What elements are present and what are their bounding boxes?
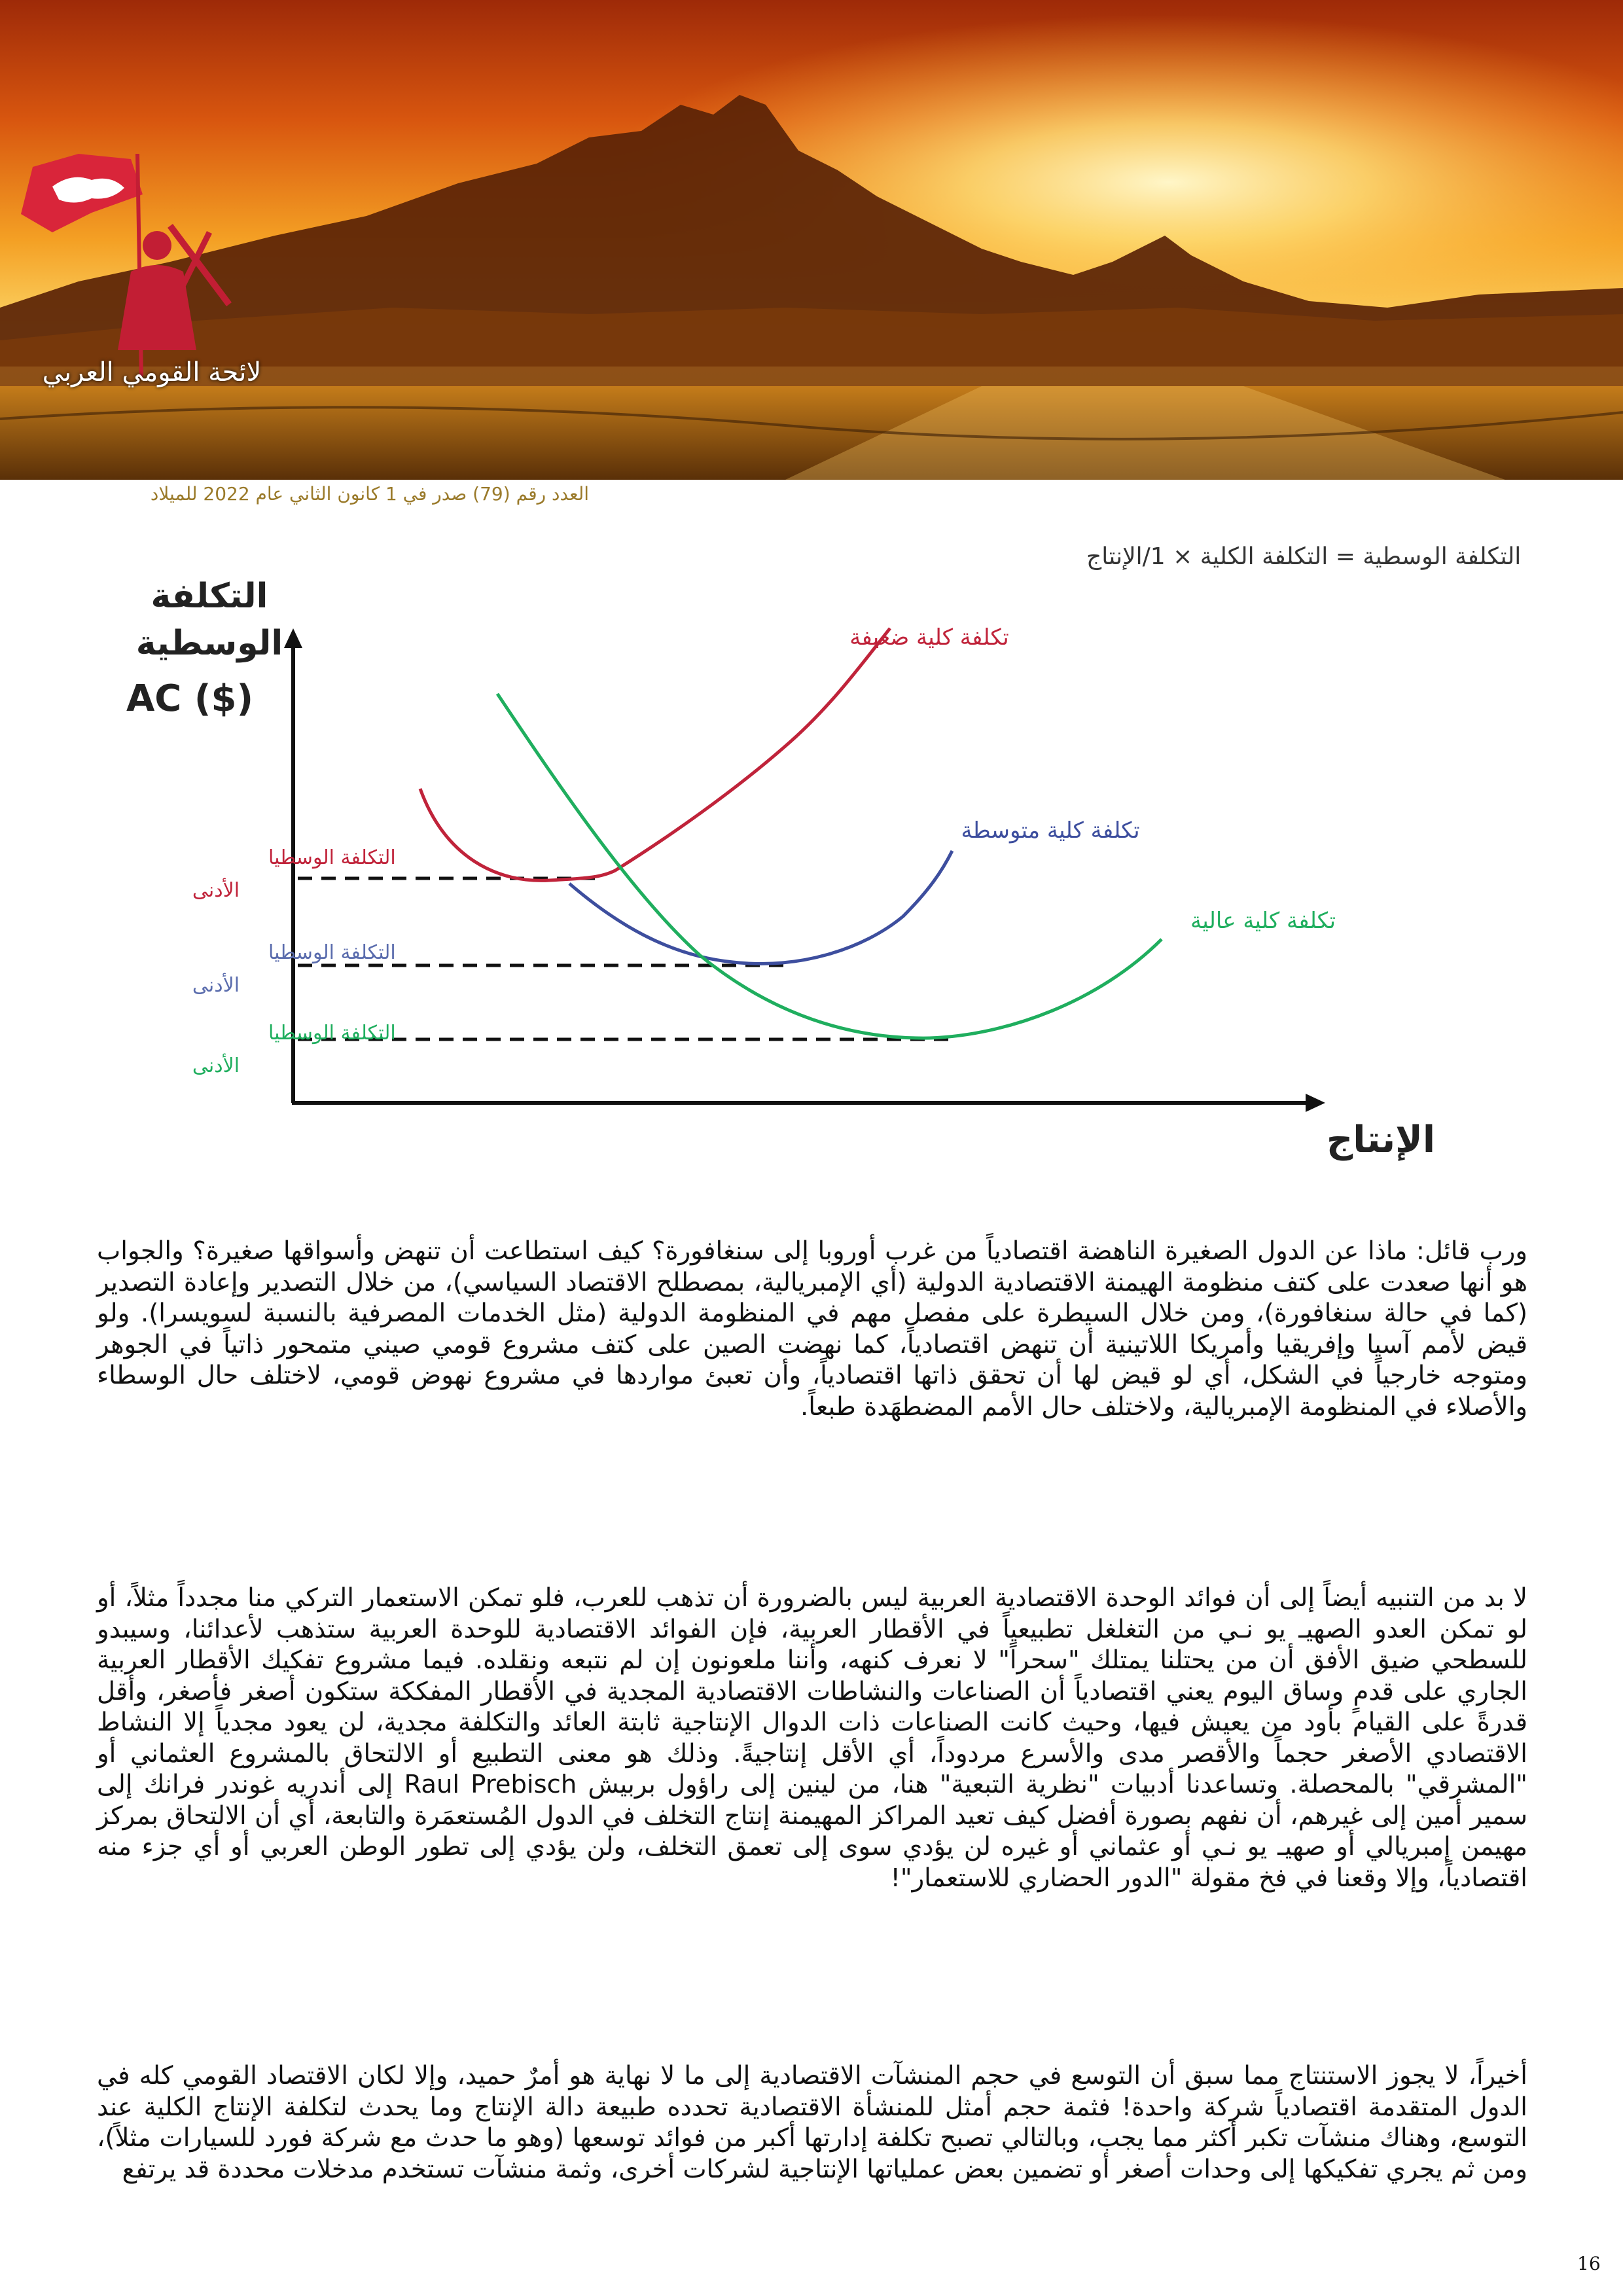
cost-chart <box>79 530 1522 1198</box>
series-line-medium <box>569 851 952 964</box>
article-paragraph-3: أخيراً، لا يجوز الاستنتاج مما سبق أن التوسع في حجم المنشآت الاقتصادية إلى ما لا نهاية هو أمرٌ حميد، وإلا لكان الاقتصاد القومي كله في الدول المتقدمة اقتصادياً شركة واحدة! فثمة حجم أمثل للمنشأة الاقتصادية تحدده طبيعة دالة الإنتاج وما يحدث لتكلفة الإنتاج الكلية عند التوسع، وهناك منشآت تكبر أكثر مما يجب، وبالتالي تصبح تكلفة إدارتها أكبر من فوائد توسعها (وهو ما حدث مع شركة فورد للسيارات مثلاً)، ومن ثم يجري تفكيكها إلى وحدات أصغر أو تضمين بعض عملياتها الإنتاجية لشركات أخرى، وثمة منشآت تستخدم مدخلات محددة قد يرتفع <box>97 2061 1527 2184</box>
article-paragraph-2: لا بد من التنبيه أيضاً إلى أن فوائد الوحدة الاقتصادية العربية ليس بالضرورة أن تذهب للعرب، فلو تمكن الاستعمار التركي منا مجدداً مثلاً، أو لو تمكن العدو الصهيـ يو نـي من التغلغل تطبيعياً في الأقطار العربية، فإن الفوائد الاقتصادية للوحدة العربية ستذهب لأعدائنا، وسيبدو للسطحي ضيق الأفق أن من يحتلنا يمتلك "سحراً" لا نعرف كنهه، وأننا ملعونون إن لم نتبعه ونقلده. فيما مشروع تفكيك الأقطار العربية الجاري على قدمٍ وساق اليوم يعني اقتصادياً أن الصناعات والنشاطات الاقتصادية المجدية في الأقطار المفككة ستكون أصغر فأصغر، وأقل قدرةً على القيام بأود من يعيش فيها، وحيث كانت الصناعات ذات الدوال الإنتاجية ثابتة العائد والتكلفة مجدية، لن يعود مجدياً إلا النشاط الاقتصادي الأصغر حجماً والأقصر مدى والأسرع مردوداً، أي الأقل إنتاجيةً. وذلك هو معنى التطبيع أو الالتحاق بالمشروع العثماني أو "المشرقي" بالمحصلة. وتساعدنا أدبيات "نظرية التبعية" هنا، من لينين إلى راؤول بربيش Raul Prebisch إلى أندريه غوندر فرانك إلى سمير أمين إلى غيرهم، أن نفهم بصورة أفضل كيف تعيد المراكز المهيمنة إنتاج التخلف في الدول المُستعمَرة والتابعة، أي أن الالتحاق بمركز مهيمن إمبريالي أو صهيـ يو نـي أو عثماني أو غيره لن يؤدي سوى إلى تعمق التخلف، ولن يؤدي إلى تطور الوطن العربي أو أي جزء منه اقتصادياً، وإلا وقعنا في فخ مقولة "الدور الحضاري للاستعمار"! <box>97 1583 1528 1893</box>
page-number: 16 <box>1577 2253 1601 2274</box>
min-label-medium-2: الأدنى <box>192 974 240 997</box>
min-label-high-1: التكلفة الوسطيا <box>268 1022 396 1045</box>
series-line-high <box>497 694 1162 1038</box>
chart-formula: التكلفة الوسطية = التكلفة الكلية × 1/الإنتاج <box>1086 543 1522 570</box>
min-label-medium-1: التكلفة الوسطيا <box>268 941 396 964</box>
series-label-high: تكلفة كلية عالية <box>1190 908 1336 934</box>
min-label-weak-2: الأدنى <box>192 879 240 902</box>
y-axis-label-3: AC ($) <box>126 677 254 720</box>
x-axis-arrow-icon <box>1306 1094 1325 1112</box>
min-label-weak-1: التكلفة الوسطيا <box>268 846 396 869</box>
article-paragraph-1: ورب قائل: ماذا عن الدول الصغيرة الناهضة اقتصادياً من غرب أوروبا إلى سنغافورة؟ كيف استطاعت أن تنهض وأسواقها صغيرة؟ والجواب هو أنها صعدت على كتف منظومة الهيمنة الاقتصادية الدولية (أي الإمبريالية، بمصطلح الاقتصاد السياسي)، من خلال التصدير وإعادة التصدير (كما في حالة سنغافورة)، ومن خلال السيطرة على مفصل مهم في المنظومة الدولية (مثل الخدمات المصرفية بالنسبة لسويسرا). ولو قيض لأمم آسيا وإفريقيا وأمريكا اللاتينية أن تنهض اقتصادياً، كما نهضت الصين على كتف مشروع قومي صيني متمحور ذاتياً في الجوهر ومتوجه خارجياً في الشكل، أي لو قيض لها أن تحقق ذاتها اقتصادياً، وأن تعبئ مواردها في مشروع نهوض قومي، لاختلف حال الوسطاء والأصلاء في المنظومة الإمبريالية، ولاختلف حال الأمم المضطهَدة طبعاً. <box>97 1236 1527 1422</box>
y-axis-arrow-icon <box>284 628 302 648</box>
logo-text: لائحة القومي العربي <box>42 357 262 387</box>
issue-line: العدد رقم (79) صدر في 1 كانون الثاني عام 2022 للميلاد <box>150 483 589 505</box>
header-banner <box>0 0 1623 480</box>
series-label-weak: تكلفة كلية ضعيفة <box>849 624 1009 651</box>
y-axis-label-2: الوسطية <box>135 624 283 663</box>
chart-svg <box>79 530 1522 1198</box>
series-label-medium: تكلفة كلية متوسطة <box>961 817 1140 844</box>
series-line-weak <box>420 628 890 880</box>
y-axis-label-1: التكلفة <box>151 577 268 616</box>
min-label-high-2: الأدنى <box>192 1054 240 1077</box>
x-axis-label: الإنتاج <box>1326 1119 1436 1161</box>
